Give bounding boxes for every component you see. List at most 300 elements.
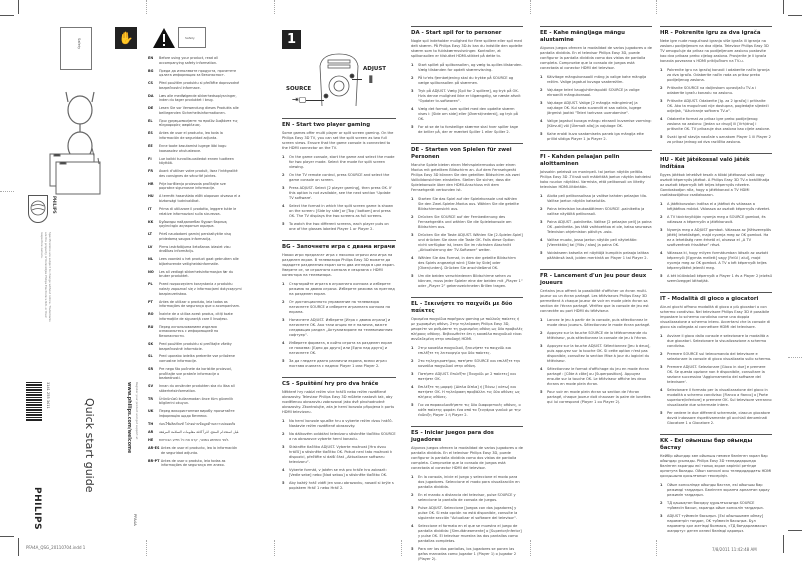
step-text: Стартирайте играта в игралната конзола и изберете режима за двама играчи. Изберете режима за преглед на разделен екран.: [289, 282, 395, 296]
remote-control-illustration: [318, 52, 360, 110]
footer-file-name: PFA4A_QSG_20110704.indd 1: [26, 545, 86, 550]
step-number: 5: [411, 125, 414, 129]
language-code: FR: [148, 169, 153, 174]
step-text: Stiskněte tlačítko ADJUST. Vyberte možnost [Hra dvou hráčů] a stiskněte tlačítko OK. Pokud není tato možnost k dispozici, přečtěte si další část „Aktualizace softwaru televizoru“.: [289, 445, 393, 464]
step-item: [540, 207, 652, 217]
step-number: 1: [282, 282, 285, 286]
step-item: [411, 524, 523, 544]
step-item: [540, 390, 652, 405]
step-number: 5: [660, 274, 663, 278]
step-item: [660, 365, 772, 385]
step-text: For at se de to forskellige skærme skal hver spiller tage de briller på, der er mærket Spiller 1 eller Spiller 2.: [418, 125, 519, 134]
safety-item: [148, 300, 242, 309]
language-section: [411, 297, 523, 418]
step-item: [282, 186, 396, 201]
step-item: [540, 331, 652, 341]
step-item: [411, 107, 523, 122]
language-section: [282, 118, 396, 232]
step-text: A két különböző képernyőt a Player 1 és a Player 2 jelzésű szemüveggel láthatják.: [667, 274, 772, 283]
safety-item: [148, 207, 242, 216]
step-number: 5: [540, 251, 543, 255]
step-list: [282, 155, 396, 232]
language-code: LV: [148, 244, 153, 249]
step-text: Um die beiden verschiedenen Bildschirme sehen zu können, muss jeder Spieler eine der beiden mit „Player 1“ oder „Player 2“ gekennzeichneten Brillen tragen.: [418, 274, 523, 288]
step-number: 4: [282, 341, 285, 345]
step-item: [411, 274, 523, 289]
step-item: [411, 89, 523, 104]
language-code: DA: [148, 93, 154, 98]
step-item: [540, 238, 652, 248]
step-item: [660, 274, 772, 284]
column-2: [282, 118, 396, 499]
step-text: Avviare il gioco dalla console e selezionare la modalità a due giocatori. Selezionare la visualizzazione a schermo condiviso.: [667, 334, 769, 348]
safety-text: A termék használata előtt alaposan olvassa el a biztonsági tudnivalókat.: [159, 194, 241, 203]
step-number: 3: [540, 101, 543, 105]
language-code: SV: [148, 384, 154, 389]
step-number: 2: [660, 86, 663, 90]
fold-line: [656, 540, 657, 556]
language-section: [282, 377, 396, 491]
step-text: За да гледате двата различни екрана, всеки играч поставя очилата с надпис Player 1 или Player 2.: [289, 359, 387, 368]
language-code: AR: [148, 429, 154, 434]
language-code: LT: [148, 232, 152, 237]
language-code: EL: [148, 118, 153, 123]
section-title: BG - Започнете игра с двама играчи: [282, 240, 396, 251]
step-text: On the game console, start the game and select the mode for two player mode. Select the mode for split screen viewing.: [289, 155, 395, 169]
leaflet-small-title: Safety: [185, 36, 195, 40]
step-number: 2: [411, 359, 414, 363]
model-number: PFA4A: [133, 514, 138, 526]
language-code: FI: [148, 156, 152, 161]
language-code: TH: [148, 421, 154, 426]
step-number: 1: [660, 334, 663, 338]
step-text: Tryk på ADJUST. Vælg [Spil for 2 spillere], og tryk på OK. Hvis denne mulighed ikke er tilgængelig, se næste afsnit "Opdater tv-softwaren".: [418, 89, 521, 103]
step-text: Na herní konzole spusťte hru a vyberte režim dvou hráčů. Nastavte režim rozdělené obrazovky.: [289, 419, 393, 428]
step-number: 2: [282, 300, 285, 304]
no-disassembly-icon: ✋: [115, 27, 137, 49]
step-number: 3: [282, 186, 285, 190]
safety-item: [148, 144, 242, 153]
step-text: Натиснете ADJUST. Изберете [Игра с двама играчи] и натиснете OK. Ако тази опция не е налична, вижте следващия раздел „Актуализиране на телевизионния софтуер“.: [289, 318, 393, 337]
safety-text: Antes de usar el producto, lea toda la información de seguridad adjunta.: [159, 131, 223, 141]
crop-mark: [783, 0, 784, 14]
step-text: Selezionare il formato per la visualizzazione del gioco in modalità a schermo condiviso: [Fianco a fianco] o [Parte superiore/inferiore] e premere OK. Sul televisore verranno visualizzate due schermate intere.: [667, 388, 772, 407]
step-text: Valige jagatud kuvaga mängu ekraanil kuvamise vorming: [Kõrvuti] või [Ülemalt alla] ja vajutage OK.: [547, 119, 652, 128]
step-item: [282, 341, 396, 356]
step-text: Πατήστε ADJUST. Επιλέξτε [Παιχνίδι με 2 παίκτες] και πατήστε OK.: [418, 372, 516, 381]
step-number: 3: [411, 233, 414, 237]
step-number: 3: [660, 365, 663, 369]
section-intro: Ορισμένα παιχνίδια παρέχουν gaming με πολλούς παίκτες ή με χωρισμένη οθόνη. Στην τηλεόραση Philips Easy 3D, μπορείτε να ρυθμίσετε τη χωρισμένη οθόνη ως δύο προβολές πλήρους οθόνης. Βεβαιωθείτε ότι η κονσόλα παιχνιδιού είναι συνδεδεμένη στην υποδοχή HDMI.: [411, 317, 523, 341]
language-section: [411, 143, 523, 289]
step-number: 4: [282, 468, 285, 472]
safety-item: [148, 56, 242, 65]
step-list: [540, 318, 652, 405]
step-number: 3: [282, 445, 285, 449]
section-intro: Manche Spiele bieten einen Mehrspielermodus oder einen Modus mit geteiltem Bildschirm an. Auf dem Fernsehgerät Philips Easy 3D können Sie den geteilten Bildschirm als zwei Vollbildansichten einstellen. Stellen Sie sicher, dass die Spielekonsole über den HDMI-Anschluss mit dem Fernsehgerät verbunden ist.: [411, 163, 520, 192]
safety-item: [148, 397, 242, 406]
safety-item: [148, 232, 242, 241]
step-number: 2: [411, 215, 414, 219]
safety-text: Avant d'utiliser votre produit, lisez l'intégralité des consignes de sécurité jointes.: [159, 169, 238, 178]
language-code: HR: [148, 181, 154, 186]
safety-text: Pre nego što počnete da koristite proizvod, pročitajte sve prateće informacije o bezbednosti.: [159, 367, 232, 381]
footer-date: 7/8/2011 11:42:48 AM: [712, 547, 757, 552]
step-item: [660, 251, 772, 271]
step-item: [282, 222, 396, 232]
step-item: [660, 68, 772, 83]
language-code: AR-ES: [148, 445, 160, 450]
step-text: Seleccione el formato en el que se muestra el juego de pantalla dividida: [Simultáneamente] o [Superior/inferior] y pulse OK. El televisor muestra las dos pantallas como pantallas completas.: [418, 524, 522, 543]
step-item: [411, 76, 523, 86]
step-number: 1: [411, 346, 414, 350]
language-code: PT: [148, 299, 153, 304]
step-item: [540, 194, 652, 204]
step-item: [282, 468, 396, 478]
safety-item: [148, 342, 242, 351]
step-item: [660, 411, 772, 426]
safety-item: [148, 169, 242, 178]
step-item: [660, 202, 772, 212]
adjust-pointer: [352, 79, 362, 80]
step-list: [660, 68, 772, 145]
step-item: [411, 197, 523, 212]
crop-mark: [783, 535, 784, 553]
step-item: [660, 501, 772, 511]
fold-line: [274, 0, 275, 14]
safety-text: Les all vedlagt sikkerhetsinformasjon før du bruker produktet.: [159, 269, 234, 279]
language-code: HU: [148, 194, 154, 199]
language-section: [540, 269, 652, 405]
step-number: 1: [540, 318, 543, 322]
step-text: Valitse muoto, jossa jaetun näytön peli näytetään: [Vierekkäin] tai [Ylös / alas] ja paina OK.: [547, 238, 638, 247]
fold-line: [0, 191, 14, 192]
step-text: ТД қашықтан басқару құрылғысында SOURCE түймесін басып, экранда ойын консолін таңдаңыз.: [667, 501, 764, 510]
step-item: [411, 385, 523, 400]
step-number: 2: [411, 493, 414, 497]
step-item: [282, 359, 396, 369]
safety-text: قبل استخدام المنتج، اقرأ كافة معلومات السلامة المرفقة.: [159, 429, 240, 434]
philips-shield-logo: [28, 195, 48, 223]
safety-item: [148, 459, 242, 468]
step-item: [660, 135, 772, 145]
step-item: [660, 352, 772, 362]
step-item: [660, 99, 772, 114]
safety-text: Prima di utilizzare il prodotto, leggere tutte le relative informazioni sulla sicurezza.: [159, 206, 237, 216]
step-text: Para ver las dos pantallas, los jugadores se ponen las gafas marcadas como Jugador 1 (Player 1) o Jugador 2 (Player 2).: [418, 547, 517, 561]
barcode: [26, 382, 42, 422]
step-text: Aby každý hráč viděl jen svou obrazovku, nasadí si brýle s popiskem Hráč 1 nebo Hráč 2.: [289, 481, 394, 490]
step-text: Pritisnite SOURCE na daljinskom upravljaču TV-a i odaberite igraću konzolu na zaslonu.: [667, 86, 756, 95]
step-text: Appuyez sur la touche SOURCE de la télécommande du téléviseur, puis sélectionnez la console de jeu à l'écran.: [547, 331, 648, 340]
section-title: DE - Starten von Spielen für zwei Personen: [411, 143, 523, 161]
safety-item: [148, 430, 242, 435]
step-number: 1: [540, 194, 543, 198]
safety-item: [148, 446, 242, 455]
adjust-label: ADJUST: [363, 66, 387, 72]
step-item: [540, 220, 652, 235]
step-item: [411, 493, 523, 503]
step-number: 5: [540, 390, 543, 394]
safety-item: [148, 194, 242, 203]
step-number: 2: [660, 352, 663, 356]
step-text: Vælg det format, som spillet med den opdelte skærm vises i: [Side om side] eller [Øverst/nederst], og tryk på OK.: [418, 107, 518, 121]
step-list: [660, 202, 772, 284]
source-pointer: [306, 100, 324, 101]
step-number: 5: [282, 222, 285, 226]
language-code: EE: [148, 144, 153, 149]
step-item: [282, 300, 396, 315]
step-item: [282, 318, 396, 338]
step-text: Vajutage teleri kaugjuhtimispuldil SOURCE ja valige ekraanilt mängukonsool.: [547, 88, 640, 97]
step-item: [411, 475, 523, 490]
step-list: [411, 197, 523, 289]
section-intro: Some games offer multi player or split screen gaming. On the Philips Easy 3D TV, you can set the split screen as two full screen views. Ensure that the game console is connected to the HDMI connector on the TV.: [282, 131, 394, 150]
safety-text: Antes de usar o produto, leia todas as informações de segurança em anexo.: [160, 458, 226, 468]
language-code: CS: [148, 81, 153, 86]
register-text: Register your product and get support at: [135, 382, 139, 440]
safety-item: [148, 354, 242, 363]
language-section: [411, 426, 523, 562]
step-list: [282, 282, 396, 369]
crop-mark: [0, 15, 14, 16]
step-text: På tv'ets fjernbetjening skal du trykke på SOURCE og vælge spilkonsollen på skærmen.: [418, 76, 514, 85]
step-item: [660, 228, 772, 248]
step-number: 3: [660, 99, 663, 103]
step-number: 3: [540, 344, 543, 348]
section-intro: Algunos juegos ofrecen la modalidad de varios jugadores o de pantalla dividida. En el televisor Philips Easy 3D, puede configurar la pantalla dividida como dos vistas de pantalla completa. Compruebe que la consola de juegos está conectada al conector HDMI del televisor.: [540, 46, 652, 70]
safety-text: Przed rozpoczęciem korzystania z produktu należy zapoznać się z informacjami dotyczącymi bezpieczeństwa.: [159, 282, 242, 296]
step-number: 2: [540, 207, 543, 211]
section-title: HR - Pokrenite igru za dva igrača: [660, 26, 772, 37]
step-number: 4: [660, 388, 663, 392]
language-section: [540, 150, 652, 261]
step-item: [660, 334, 772, 349]
step-number: 3: [660, 514, 663, 518]
fold-line: [146, 540, 147, 556]
column-5: [660, 26, 772, 542]
safety-item: [148, 282, 242, 296]
step-text: On the TV remote control, press SOURCE and select the game console on screen.: [289, 173, 390, 182]
website-link[interactable]: www.philips.com/welcome: [126, 382, 131, 454]
safety-item: [148, 270, 242, 279]
safety-text: Ürününüzü kullanmadan önce tüm güvenlik bilgilerini okuyun.: [159, 396, 234, 406]
safety-item: [148, 325, 242, 339]
fold-line: [401, 540, 402, 556]
step-item: [540, 344, 652, 364]
section-intro: Egyes játékok lehetővé teszik a többi játékossal való vagy osztott képernyős játékot. A Philips Easy 3D TV-n beállíthatja az osztott képernyőt két teljes képernyős nézetre. Gondoskodjon róla, hogy a játékkonzol a TV HDMI csatlakozójához csatlakozzon.: [660, 173, 770, 197]
safety-language-list: [148, 56, 242, 471]
step-text: Svaki igrač stavlja naočale s oznakom Player 1 ili Player 2 za prikaz jednog od dva različita zaslona.: [667, 135, 771, 144]
step-number: 4: [282, 204, 285, 208]
section-title: EN - Start two player gaming: [282, 118, 396, 129]
section-title: EL - Ξεκινήστε το παιχνίδι με δύο παίκτες: [411, 297, 523, 315]
step-number: 1: [282, 30, 301, 49]
philips-wordmark: PHILIPS: [32, 487, 42, 531]
step-number: 2: [411, 76, 414, 80]
step-item: [282, 155, 396, 170]
step-item: [540, 101, 652, 116]
step-number: 5: [411, 403, 414, 407]
step-item: [282, 445, 396, 465]
safety-item: [148, 157, 242, 166]
step-number: 4: [540, 238, 543, 242]
safety-text: Lees voordat u het product gaat gebruiken alle bijbehorende veiligheidsinformatie.: [159, 257, 239, 266]
step-text: Pulse ADJUST. Seleccione [Juegos con dos jugadores] y pulse OK. Si esta opción no está disponible, consulte la siguiente sección "Actualizar el software del televisor".: [418, 506, 518, 520]
step-list: [411, 346, 523, 418]
step-number: 1: [282, 155, 285, 159]
language-section: [660, 153, 772, 284]
safety-item: [148, 422, 242, 427]
step-number: 2: [660, 501, 663, 505]
step-number: 2: [282, 173, 285, 177]
safety-item: [148, 69, 242, 78]
section-intro: Joissakin peleissä on moninpeli- tai jaetun näytön pelitila. Philips Easy 3D -TV:ssä voit määrittää jaetun näytön kahdeksi koko ruudun näytöksi. Varmista, että pelikonsoli on liitetty television HDMI-liitäntään.: [540, 170, 651, 189]
step-number: 5: [660, 135, 663, 139]
section-intro: Neke igre nude mogućnost igranja više igrača ili igranja na zaslonu podijeljenom na dva dijela. Televizor Philips Easy 3D TV omogućuje da prikaz na podijeljenom zaslonu postavite kao dva prikaza preko cijelog zaslona. Provjerite je li igraća konzola povezana s HDMI priključkom na TV-u.: [660, 39, 769, 63]
step-number: 4: [411, 524, 414, 528]
step-text: Drücken Sie SOURCE auf der Fernbedienung des Fernsehgeräts und wählen Sie die Spielekonsole am Bildschirm aus.: [418, 215, 512, 229]
safety-item: [148, 245, 242, 254]
step-text: Vajutage ADJUST. Valige [2 mängija mängimine] ja vajutage OK. Kui seda suvandit ei saa valida, lugege järgmist jaotist "Teleri tarkvara uuendamine".: [547, 101, 642, 115]
step-item: [411, 215, 523, 230]
crop-mark: [18, 538, 19, 556]
step-number: 3: [411, 506, 414, 510]
section-intro: Alcuni giochi offrono modalità di gioco a più giocatori o con schermo condiviso. Nel televisore Philips Easy 3D è possibile impostare lo schermo condiviso come una doppia visualizzazione a schermo intero. Accertarsi che la console di gioco sia collegata al connettore HDMI del televisore.: [660, 305, 771, 329]
step-number: 1: [660, 483, 663, 487]
adjust-icon: ⫼: [369, 75, 373, 84]
language-code: SL: [148, 354, 153, 359]
safety-text: Бұйымды пайдаланбас бұрын барлық қауіпсіздік ақпаратын оқыңыз.: [159, 219, 227, 229]
source-label: SOURCE: [286, 86, 312, 92]
step-text: Starten Sie das Spiel auf der Spielekonsole und wählen Sie den Zwei-Spieler-Modus aus. Wählen Sie die geteilte Bildschirmansicht aus.: [418, 197, 519, 211]
step-text: Paina television kaukosäätimen SOURCE -painiketta ja valitse näytöltä pelikonsoli.: [547, 207, 645, 216]
step-item: [411, 233, 523, 253]
leaflet-title: Safety: [77, 38, 81, 50]
step-text: Kahe eraldi kuva vaatamiseks paneb iga mängija ette prillid sildiga Player 1 ja Player 2.: [547, 132, 644, 141]
source-icon: ⇥▢: [292, 95, 307, 104]
section-title: EE - Kahe mängijaga mängu alustamine: [540, 26, 652, 44]
step-item: [660, 86, 772, 96]
section-title: DA - Start spil for to personer: [411, 26, 523, 37]
step-number: 2: [660, 215, 663, 219]
safety-leaflet-small: [178, 27, 206, 48]
step-text: Sélectionnez le format d'affichage du jeu en mode écran partagé : [Côte à côte] ou [Superposition]. Appuyez ensuite sur la touche OK. Le téléviseur affiche les deux écrans en mode plein écran.: [547, 367, 650, 386]
crop-mark: [788, 530, 802, 531]
step-text: Válassza ki, hogy milyen formátumban látszik az osztott képernyő: [Egymás mellett] vagy [Felül / alul], majd nyomja meg az OK gombot. A TV a két képernyőt teljes képernyőként jeleníti meg.: [667, 251, 769, 270]
crop-mark: [788, 15, 802, 16]
language-code: KK: [148, 219, 154, 224]
barcode-number: 3141 255 3411: [46, 382, 50, 409]
language-code: EN: [148, 56, 154, 60]
step-item: [660, 514, 772, 534]
step-number: 3: [660, 228, 663, 232]
step-item: [282, 204, 396, 219]
step-text: A TV távirányítóján nyomja meg a SOURCE gombot, és válassza a képernyőn a játékkonzolt.: [667, 215, 766, 224]
step-text: Press ADJUST. Select [2 player gaming], then press OK. If this option is not available, see the next section 'Update TV software'.: [289, 186, 392, 200]
safety-text: Antes de usar el producto, lea la información de seguridad adjunta.: [160, 445, 238, 455]
step-list: [540, 194, 652, 261]
language-section: [660, 434, 772, 534]
step-item: [282, 282, 396, 297]
language-code: PL: [148, 282, 153, 287]
step-item: [540, 132, 652, 142]
safety-text: Pirms izstrādājuma lietošanas izlasiet visu drošības informāciju.: [159, 244, 231, 254]
safety-leaflet-illustration: [60, 27, 92, 70]
column-4: [540, 26, 652, 413]
step-text: Drücken Sie die Taste ADJUST. Wählen Sie [2-Spieler-Spiel] und drücken Sie dann die Taste OK. Falls diese Option nicht verfügbar ist, lesen Sie im nächsten Abschnitt „Aktualisierung der TV-Software“ weiter.: [418, 233, 523, 252]
step-text: Pokrenite igru na igraćoj konzoli i odaberite način igranja za dva igrača. Odaberite način rada za prikaz preko podijeljenog zaslona.: [667, 68, 770, 82]
safety-text: ก่อนใช้ผลิตภัณฑ์ โปรดอ่านข้อมูลด้านความปลอดภัย: [159, 421, 236, 426]
language-code: RU: [148, 324, 154, 329]
step-list: [540, 75, 652, 142]
safety-item: [148, 81, 242, 90]
step-item: [411, 359, 523, 369]
step-item: [282, 481, 396, 491]
section-intro: Nogle spil indeholder mulighed for flere spillere eller spil med delt skærm. På Philips Easy 3D-tv kan du indstille den opdelte skærm som to fuldskærmsvisninger. Kontroller, at spilkonsollen er tilsluttet HDMI-stikket på dette tv.: [411, 39, 523, 58]
safety-text: Před použitím produktu si přečtěte doprovodné bezpečnostní informace.: [159, 81, 240, 90]
step-text: Premere ADJUST. Selezionare [Gioco in due] e premere OK. Se questa opzione non è disponibile, consultare la sezione successiva 'Aggiornamento del software del televisore'.: [667, 365, 766, 384]
step-item: [411, 372, 523, 382]
step-text: To watch the two different screens, each player puts on one of the glasses labeled Player 1 or Player 2.: [289, 222, 389, 231]
step-text: Επιλέξτε τη μορφή: [Δίπλα δίπλα] ή [Πάνω / κάτω] και πατήστε OK. Η τηλεόραση προβάλλει τις δύο οθόνες ως πλήρεις οθόνες.: [418, 385, 520, 399]
step-text: Premere SOURCE sul telecomando del televisore e selezionare la console di gioco visualizzata sullo schermo.: [667, 352, 772, 361]
safety-item: [148, 106, 242, 115]
legal-text: Specifications are subject to change without notice. Trademarks are the property of Koninklijke Philips Electronics N.V. or their respective owners.: [40, 232, 52, 322]
crop-mark: [0, 536, 14, 537]
step-item: [411, 506, 523, 521]
safety-text: Prije korištenja proizvoda pročitajte sve popratne sigurnosne informacije.: [159, 181, 226, 191]
step-number: 3: [411, 89, 414, 93]
step-item: [540, 119, 652, 129]
safety-item: [148, 367, 242, 381]
step-text: ADJUST түймесін басыңыз. [Екі ойыншымен ойнау] параметрін таңдап, OK түймесін басыңыз. Бұл параметр қол жетімді болмаса, «ТД бағдарламасын жаңарту» деген келесі бөлімді қараңыз.: [667, 514, 767, 533]
step-list: [411, 63, 523, 135]
safety-text: לפני השימוש במוצר, קרא את כל מידע הבטיחות.: [159, 437, 230, 442]
step-item: [660, 483, 772, 498]
safety-text: Innan du använder produkten ska du läsa all säkerhetsinformation.: [159, 384, 235, 393]
step-number: 1: [540, 75, 543, 79]
step-number: 2: [540, 88, 543, 92]
language-section: [660, 26, 772, 145]
step-text: Appuyez sur la touche ADJUST. Sélectionnez [Jeu à deux], puis appuyez sur la touche OK. Si cette option n'est pas disponible, consultez la section Mise à jour du logiciel du téléviseur.: [547, 344, 651, 363]
step-text: En el mando a distancia del televisor, pulse SOURCE y seleccione la pantalla de consola de juegos.: [418, 493, 516, 502]
step-list: [411, 475, 523, 562]
step-text: Изберете формата, в който играта за разделен екран се показва: [Едно до друго] или [Едно над друго] и натиснете OK.: [289, 341, 393, 355]
step-item: [282, 419, 396, 429]
step-number: 4: [660, 251, 663, 255]
section-title: HU - Két játékossal való játék indítása: [660, 153, 772, 171]
step-item: [411, 403, 523, 418]
fold-line: [274, 540, 275, 556]
safety-text: Pred použitím produktu si prečítajte všetky bezpečnostné informácie.: [159, 341, 232, 351]
step-number: 2: [540, 331, 543, 335]
step-item: [411, 125, 523, 135]
step-text: Voidakseen katsella eri näyttöjä kumpikin pelaaja laittaa päähänsä lasit, joiden merkintä on Player 1 tai Player 2.: [547, 251, 649, 260]
language-code: NL: [148, 257, 153, 262]
step-text: Vyberte formát, v jakém se má pro hráče hra zobrazit: [Vedle sebe] nebo [Nad sebou] a stiskněte tlačítko OK.: [289, 468, 388, 477]
step-item: [282, 432, 396, 442]
safety-text: Prieš naudodami gaminį perskaitykite visą pridedamą saugos informaciją.: [159, 232, 231, 241]
safety-text: Pred uporabo izdelka preberite vse priložene varnostne informacije.: [159, 354, 235, 364]
step-item: [411, 63, 523, 73]
step-number: 5: [411, 547, 414, 551]
language-code: IT: [148, 206, 152, 211]
fold-line: [788, 357, 802, 358]
section-title: CS - Spuštění hry pro dva hráče: [282, 377, 396, 388]
language-section: [540, 26, 652, 142]
step-number: 1: [411, 63, 414, 67]
